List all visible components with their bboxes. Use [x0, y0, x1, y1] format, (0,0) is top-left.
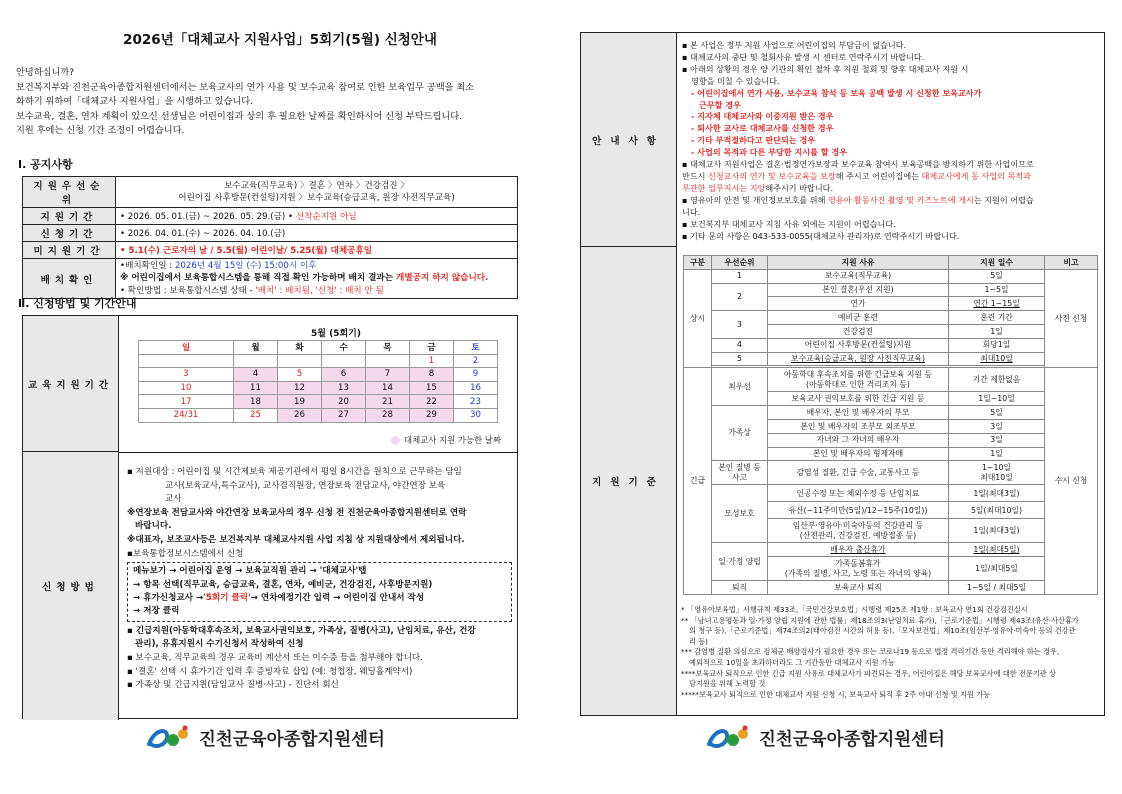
calendar-cell: 11 — [234, 381, 278, 395]
apply-period-header: 신청기간 — [23, 225, 116, 242]
legend-label: 대체교사 지원 가능한 날짜 — [404, 435, 501, 445]
reason-cell: 유산(~11주미만(5일)/12~15주(10일)) — [768, 502, 949, 519]
reason-cell: 본인 결혼(우선 지원) — [768, 283, 949, 297]
reason-cell: 본인 및 배우자의 조부모 외조부모 — [768, 419, 949, 433]
criteria-col-header: 구분 — [684, 256, 712, 270]
footnote: *** 감염병 질환 의심으로 검체균 배양검사가 필요한 경우 또는 코로나19 등으로 법정 격리기간 동안 격리해야 하는 경우, — [681, 647, 1060, 657]
center-logo-icon — [705, 724, 751, 752]
calendar-day-header: 목 — [365, 341, 409, 355]
days-cell: 5일 — [949, 269, 1045, 283]
calendar-cell: 23 — [453, 395, 497, 409]
calendar-cell: 12 — [278, 381, 322, 395]
center-logo — [145, 724, 385, 752]
calendar-cell: 5 — [278, 368, 322, 382]
subcategory-cell: 일·가정 양립 — [712, 543, 768, 581]
calendar-cell: 28 — [365, 408, 409, 422]
flow-text: → 휴가신청교사 → — [133, 592, 204, 603]
section-heading-notice: Ⅰ. 공지사항 — [18, 158, 73, 171]
priority-header: 지원우선순위 — [23, 177, 116, 208]
priority-cell: 5 — [712, 352, 768, 366]
calendar-cell: 4 — [234, 368, 278, 382]
reason-cell: 인공수정 또는 체외수정 등 난임치료 — [768, 485, 949, 502]
days-cell: 1일 — [949, 447, 1045, 461]
bullet-line: 관리), 유휴지원시 수기신청서 작성하여 신청 — [135, 639, 304, 650]
footnote: ****보육교사 퇴직으로 인한 긴급 지원 사유로 대체교사가 파견되는 경우, 어린이집은 해당 보육교사에 대한 전문기관 상 — [681, 668, 1056, 678]
calendar-cell: 1 — [409, 354, 453, 368]
confirm-text: ※ 어린이집에서 보육통합시스템을 통해 직접 확인 가능하며 배치 결과는 — [120, 273, 394, 284]
intro-line: 지원 후에는 신청 기간 조정이 어렵습니다. — [16, 125, 185, 136]
reason-line: - 지자체 대체교사와 이중지원 받은 경우 — [691, 111, 834, 122]
reason-cell: 배우자 출산휴가 — [768, 543, 949, 557]
calendar-day-header: 월 — [234, 341, 278, 355]
calendar-cell: 27 — [321, 408, 365, 422]
criteria-col-header: 지원 일수 — [949, 256, 1045, 270]
notes-content — [682, 40, 1100, 242]
nosupport-header: 미지원기간 — [23, 242, 116, 259]
note-line: ▪ 기타 문의 사항은 043-533-0055(대체교사 관리자)로 연락주시기 바랍니다. — [682, 230, 960, 241]
calendar-cell: 16 — [453, 381, 497, 395]
calendar-cell: 10 — [139, 381, 234, 395]
criteria-col-header: 지원 사유 — [768, 256, 949, 270]
bullet-line: ▪ 보수교육, 직무교육의 경우 교육비 계산서 또는 이수증 등을 첨부해야 합니다. — [127, 652, 423, 663]
days-cell: 최대10일 — [949, 352, 1045, 366]
confirm-status: '배치' : 배치됨, '신청' : 배치 안 됨 — [255, 285, 384, 296]
reason-line: - 퇴사한 교사로 대체교사를 신청한 경우 — [691, 123, 834, 134]
days-cell: 1~5일 / 최대5일 — [949, 581, 1045, 595]
period-dates: • 2026. 05. 01.(금) ~ 2026. 05. 29.(금) • — [120, 212, 294, 222]
note-line — [682, 171, 1100, 183]
reason-cell: 보수교육(승급교육, 원장 사전직무교육) — [768, 352, 949, 366]
apply-period-value: • 2026. 04. 01.(수) ~ 2026. 04. 10.(금) — [116, 225, 518, 242]
calendar-cell: 22 — [409, 395, 453, 409]
days-cell: 5일 — [949, 406, 1045, 420]
reason-cell: 감염성 질환, 긴급 수술, 교통사고 등 — [768, 461, 949, 485]
confirm-label: •배치확인일 : — [120, 261, 173, 271]
calendar-day-header: 금 — [409, 341, 453, 355]
subcategory-cell: 본인 질병 등 사고 — [712, 461, 768, 485]
target-line: ▪ 지원대상 : 어린이집 및 시간제보육 제공기관에서 평일 8시간을 원칙으로 근무하는 담임 — [127, 467, 462, 477]
bullet-line: ▪ 긴급지원(아동학대후속조치, 보육교사권익보호, 가족상, 질병(사고), 난임치료, 유산, 건강 — [127, 625, 476, 636]
footnote: ** 「남녀고용평등과 일·가정 양립 지원에 관한 법률」제18조의3(난임치료 휴가),「근로기준법」시행령 제43조(유산·사산휴가 — [681, 615, 1079, 625]
calendar-cell — [234, 354, 278, 368]
calendar-cell: 6 — [321, 368, 365, 382]
days-text: 1~10일 — [982, 463, 1011, 473]
intro-text — [16, 66, 536, 139]
footnote: 의 청구 등),「근로기준법」제74조의2(태아검진 시간의 허용 등),「모자보건법」제10조(임산부·영유아·미숙아 등의 건강관 — [689, 626, 1076, 636]
notes-header: 안내사항 — [581, 33, 677, 247]
document-title: 2026년「대체교사 지원사업」5회기(5월) 신청안내 — [123, 32, 437, 48]
priority-cell: 1 — [712, 269, 768, 283]
period-header: 지원기간 — [23, 208, 116, 225]
days-cell: 1일/최대5일 — [949, 557, 1045, 581]
days-cell: 1일~10일 — [949, 392, 1045, 406]
days-cell: 1일(최대3일) — [949, 519, 1045, 543]
note-highlight: 영유아 활동사진 촬영 및 키즈노트에 게시 — [828, 194, 974, 205]
edu-period-header: 교육지원기간 — [23, 316, 119, 452]
reason-subtext: (아동학대로 인한 격리조치 등) — [806, 379, 910, 389]
target-line: 교사 — [165, 494, 182, 505]
days-max: 최대10일 — [980, 472, 1013, 482]
note-line: 바랍니다. — [135, 521, 172, 532]
reason-cell: 어린이집 사후방문(컨설팅)지원 — [768, 338, 949, 352]
criteria-col-header: 우선순위 — [712, 256, 768, 270]
calendar-cell: 19 — [278, 395, 322, 409]
calendar-cell: 15 — [409, 381, 453, 395]
calendar-cell: 3 — [139, 368, 234, 382]
days-cell: 1일(최대5일) — [949, 543, 1045, 557]
priority-line: 보수교육(직무교육) 〉결혼 〉연차 〉건강검진 〉 — [224, 181, 409, 191]
intro-line: 안녕하십니까? — [16, 67, 75, 78]
calendar-day-header: 화 — [278, 341, 322, 355]
left-page — [0, 0, 560, 794]
note-cell: 수시 신청 — [1045, 368, 1098, 595]
note-line: ▪ 아래의 상황의 경우 양 기관의 확인 절차 후 지원 철회 및 향후 대체교사 지원 시 — [682, 63, 969, 74]
calendar-cell: 9 — [453, 368, 497, 382]
apply-method-header: 신청방법 — [23, 452, 119, 720]
reason-cell: 보육교사 권익보호를 위한 긴급 지원 등 — [768, 392, 949, 406]
confirm-warning: 개별공지 하지 않습니다. — [396, 273, 489, 284]
note-text: 해주시기 바랍니다. — [765, 182, 834, 193]
calendar-cell: 21 — [365, 395, 409, 409]
days-cell: 5일(최대10일) — [949, 502, 1045, 519]
priority-cell: 3 — [712, 311, 768, 339]
footnote: 예외적으로 10일을 초과하더라도 그 기간동안 대체교사 지원 가능 — [689, 657, 895, 667]
divider — [119, 452, 517, 453]
bullet-line: ▪ '결혼' 선택 시 휴가기간 입력 후 증빙자료 삽입 (예: 청첩장, 웨딩홀계약서) — [127, 666, 413, 677]
bullet-line: ▪ 가족상 및 긴급지원(담임교사 질병·사고) - 진단서 회신 — [127, 680, 339, 691]
calendar-cell: 17 — [139, 395, 234, 409]
days-cell: 회당1일 — [949, 338, 1045, 352]
calendar-cell: 25 — [234, 408, 278, 422]
note-line: ※대표자, 보조교사등은 보건복지부 대체교사지원 사업 지침 상 지원대상에서 제외됩니다. — [127, 534, 465, 545]
note-highlight: 무관한 업무지시는 지양 — [682, 182, 766, 193]
flow-step: → 저장 클릭 — [133, 606, 180, 617]
flow-step: → 항목 선택(직무교육, 승급교육, 결혼, 연차, 예비군, 건강검진, 사후방문지원) — [133, 579, 433, 590]
nosupport-value: • 5.1(수) 근로자의 날 / 5.5(월) 어린이날/ 5.25(월) 대체공휴일 — [116, 242, 518, 259]
calendar-cell: 29 — [409, 408, 453, 422]
reason-line: 근무할 경우 — [699, 99, 741, 110]
reason-cell — [768, 557, 949, 581]
calendar-cell — [365, 354, 409, 368]
subcategory-cell: 퇴직 — [712, 581, 768, 595]
footnote: *****보육교사 퇴직으로 인한 대체교사 지원 신청 시, 보육교사 퇴직 후 2주 이내 신청 및 지원 가능 — [681, 689, 991, 699]
reason-line: - 어린이집에서 연가 사용, 보수교육 참석 등 보육 공백 발생 시 신청한 보육교사가 — [691, 87, 982, 98]
note-text: 반드시 — [682, 170, 706, 181]
note-highlight: 신청교사의 연가 및 보수교육을 보장 — [708, 170, 836, 181]
note-line: ▪ 대체교사의 중단 및 철회사유 발생 시 센터로 연락주시기 바랍니다. — [682, 51, 925, 62]
reason-cell: 자녀와 그 자녀의 배우자 — [768, 433, 949, 447]
days-cell: 1일 — [949, 324, 1045, 338]
calendar-cell — [278, 354, 322, 368]
center-logo-text: 진천군육아종합지원센터 — [199, 729, 385, 750]
subcategory-cell: 모성보호 — [712, 485, 768, 543]
reason-line: - 기타 부적절하다고 판단되는 경우 — [691, 135, 816, 146]
days-cell: 1일(최대3일) — [949, 485, 1045, 502]
reason-cell: 건강검진 — [768, 324, 949, 338]
reason-subtext: (가족의 질병, 사고, 노령 또는 자녀의 양육) — [784, 568, 932, 578]
days-cell: 훈련 기간 — [949, 311, 1045, 325]
period-note: 선착순지원 아님 — [295, 212, 357, 222]
flow-step: 메뉴보기 → 어린이집 운영 → 보육교직원 관리 → '대체교사'탭 — [133, 566, 367, 577]
days-cell — [949, 461, 1045, 485]
category-cell: 긴급 — [684, 368, 712, 595]
calendar-cell: 13 — [321, 381, 365, 395]
confirm-value — [116, 259, 518, 299]
flow-highlight: '5회기 클릭' — [203, 592, 251, 603]
criteria-col-header: 비고 — [1045, 256, 1098, 270]
apply-method-content — [127, 466, 512, 693]
calendar-cell — [321, 354, 365, 368]
reason-cell: 보육교사 퇴직 — [768, 581, 949, 595]
confirm-date: 2026년 4월 15일 (수) 15:00시 이후 — [174, 261, 317, 271]
reason-cell: 보수교육(직무교육) — [768, 269, 949, 283]
note-text: 는 지원이 어렵습 — [973, 194, 1034, 205]
legend-dot-icon — [391, 436, 400, 445]
note-line: ▪ 대체교사 지원사업은 결혼·법정연가보장과 보수교육 참여시 보육공백을 방지하기 위한 사업이므로 — [682, 159, 1034, 170]
confirm-line — [120, 272, 513, 284]
category-cell: 상시 — [684, 269, 712, 368]
footnote: * 「영유아보육법」시행규칙 제33조,「국민건강보호법」시행령 제25조 제1항 : 보육교사 연1회 건강검진실시 — [681, 605, 1028, 614]
calendar-title: 5월 (5회기) — [311, 329, 361, 339]
priority-line: 어린이집 사후방문(컨설팅)지원 〉보수교육(승급교육, 원장 사전직무교육) — [178, 193, 455, 203]
reason-cell: 본인 및 배우자의 형제자매 — [768, 447, 949, 461]
center-logo-icon — [145, 724, 191, 752]
reason-text: 가족돌봄휴가 — [835, 559, 881, 569]
criteria-footnotes — [681, 605, 1099, 700]
calendar-cell: 7 — [365, 368, 409, 382]
days-cell: 기간 제한없음 — [949, 368, 1045, 392]
reason-cell: 예비군 훈련 — [768, 311, 949, 325]
days-cell: 3일 — [949, 419, 1045, 433]
notice-table — [22, 176, 518, 299]
days-cell: 1~5일 — [949, 283, 1045, 297]
reason-line: - 사업의 목적과 다른 부당한 지시를 할 경우 — [691, 147, 848, 158]
calendar-day-header: 수 — [321, 341, 365, 355]
priority-cell: 2 — [712, 283, 768, 311]
calendar-cell: 30 — [453, 408, 497, 422]
calendar-day-header: 일 — [139, 341, 234, 355]
calendar-cell — [139, 354, 234, 368]
criteria-table — [683, 255, 1098, 595]
confirm-method: • 확인방법 : 보육통합시스템 상태 - — [120, 285, 253, 296]
reason-subtext: (산전관리, 건강검진, 예방접종 등) — [799, 530, 917, 540]
note-text: ▪ 영유아의 안전 및 개인정보보호를 위해 — [682, 194, 826, 205]
priority-cell: 4 — [712, 338, 768, 352]
note-highlight: 대체교사에게 동 사업의 목적과 — [921, 170, 1031, 181]
period-value — [116, 208, 518, 225]
intro-line: 보건복지부와 진천군육아종합지원센터에서는 보육교사의 연가 사용 및 보수교육 참여로 인한 보육업무 공백을 최소 — [16, 81, 475, 93]
section-heading-method: Ⅱ. 신청방법 및 기간안내 — [18, 297, 137, 310]
system-line: ▪보육통합정보시스템에서 신청 — [127, 548, 244, 559]
calendar-legend — [391, 434, 501, 446]
flow-text: → 연차예정기간 입력 → 어린이집 안내서 작성 — [250, 592, 425, 603]
center-logo-text: 진천군육아종합지원센터 — [759, 729, 945, 750]
method-box — [22, 315, 518, 719]
right-page — [580, 32, 1105, 716]
reason-cell: 배우자, 본인 및 배우자의 부모 — [768, 406, 949, 420]
intro-line: 보수교육, 결혼, 연차 계획이 있으신 선생님은 어린이집과 상의 후 필요한 날짜를 확인하시어 신청 부탁드립니다. — [16, 110, 463, 122]
reason-text: 아동학대 후속조치를 위한 긴급보육 지원 등 — [784, 370, 932, 380]
note-text: 해 주시고 어린이집에는 — [835, 170, 919, 181]
priority-value — [116, 177, 518, 208]
criteria-header: 지원기준 — [581, 247, 677, 715]
reason-cell: 연가 — [768, 297, 949, 311]
confirm-line — [120, 260, 513, 272]
footnote: 담지원을 위해 노력할 것 — [689, 679, 766, 689]
days-cell: 3일 — [949, 433, 1045, 447]
confirm-line — [120, 285, 513, 297]
note-line — [682, 183, 1100, 195]
footnote: 리 등) — [689, 636, 708, 646]
calendar-cell: 8 — [409, 368, 453, 382]
reason-text: 임산부·영유아·미숙아등의 건강관리 등 — [792, 521, 924, 531]
confirm-header: 배치확인 — [23, 259, 116, 299]
apply-flow-box — [127, 562, 512, 622]
center-logo — [705, 724, 945, 752]
calendar-day-header: 토 — [453, 341, 497, 355]
calendar-cell: 18 — [234, 395, 278, 409]
note-line: ▪ 본 사업은 정부 지원 사업으로 어린이집의 부담금이 없습니다. — [682, 40, 907, 50]
calendar-cell: 26 — [278, 408, 322, 422]
days-cell: 연간 1~15일 — [949, 297, 1045, 311]
note-line: 니다. — [682, 206, 701, 217]
subcategory-cell: 가족상 — [712, 406, 768, 461]
reason-cell — [768, 368, 949, 392]
note-line: ▪ 보건복지부 대체교사 지침 사유 외에는 지원이 어렵습니다. — [682, 218, 896, 229]
calendar-cell: 24/31 — [139, 408, 234, 422]
flow-step — [133, 592, 506, 605]
note-cell: 사전 신청 — [1045, 269, 1098, 368]
calendar — [138, 340, 498, 423]
intro-line: 화하기 위하여「대체교사 지원사업」을 시행하고 있습니다. — [16, 96, 254, 107]
note-line — [682, 195, 1100, 207]
calendar-cell: 20 — [321, 395, 365, 409]
calendar-cell: 2 — [453, 354, 497, 368]
note-line: 영향을 미칠 수 있습니다. — [691, 75, 780, 86]
subcategory-cell: 최우선 — [712, 368, 768, 406]
target-line: 교사(보육교사,특수교사), 교사겸직원장, 연장보육 전담교사, 야간연장 보육 — [165, 480, 446, 491]
reason-cell — [768, 519, 949, 543]
calendar-cell: 14 — [365, 381, 409, 395]
note-line: ※연장보육 전담교사와 야간연장 보육교사의 경우 신청 전 진천군육아종합지원센터로 연락 — [127, 507, 467, 518]
